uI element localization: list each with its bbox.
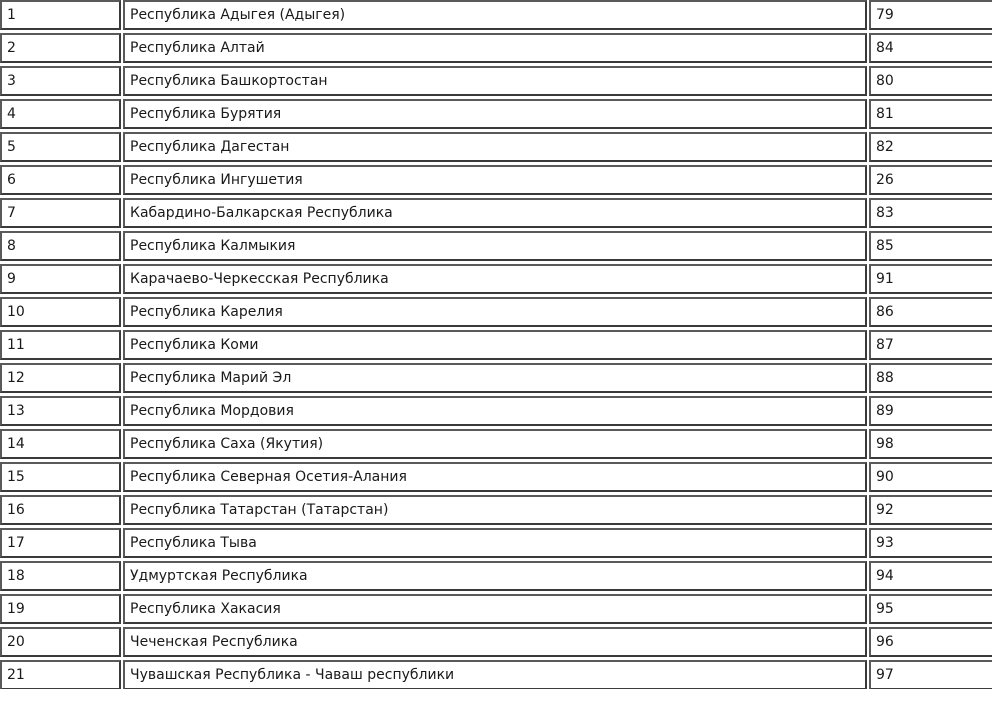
region-name-cell: Республика Адыгея (Адыгея) xyxy=(123,0,867,30)
table-row xyxy=(0,0,992,30)
region-name-cell: Удмуртская Республика xyxy=(123,561,867,591)
table-row xyxy=(0,33,992,63)
table-row xyxy=(0,561,992,591)
row-number-cell: 20 xyxy=(0,627,121,657)
region-code-cell: 92 xyxy=(869,495,992,525)
table-row xyxy=(0,132,992,162)
region-code-cell: 84 xyxy=(869,33,992,63)
region-name-cell: Карачаево-Черкесская Республика xyxy=(123,264,867,294)
region-code-cell: 91 xyxy=(869,264,992,294)
region-code-cell: 86 xyxy=(869,297,992,327)
region-code-cell: 89 xyxy=(869,396,992,426)
region-code-cell: 97 xyxy=(869,660,992,690)
table-row xyxy=(0,396,992,426)
row-number-cell: 2 xyxy=(0,33,121,63)
region-code-cell: 96 xyxy=(869,627,992,657)
table-row xyxy=(0,165,992,195)
region-name-cell: Республика Алтай xyxy=(123,33,867,63)
row-number-cell: 18 xyxy=(0,561,121,591)
region-code-cell: 83 xyxy=(869,198,992,228)
table-row xyxy=(0,627,992,657)
table-row xyxy=(0,660,992,690)
table-row xyxy=(0,528,992,558)
region-code-cell: 81 xyxy=(869,99,992,129)
region-code-cell: 85 xyxy=(869,231,992,261)
region-name-cell: Кабардино-Балкарская Республика xyxy=(123,198,867,228)
region-code-cell: 80 xyxy=(869,66,992,96)
region-name-cell: Республика Саха (Якутия) xyxy=(123,429,867,459)
table-row xyxy=(0,363,992,393)
region-name-cell: Республика Карелия xyxy=(123,297,867,327)
region-name-cell: Республика Дагестан xyxy=(123,132,867,162)
region-code-cell: 87 xyxy=(869,330,992,360)
table-row xyxy=(0,462,992,492)
row-number-cell: 10 xyxy=(0,297,121,327)
region-name-cell: Республика Тыва xyxy=(123,528,867,558)
region-code-cell: 93 xyxy=(869,528,992,558)
region-name-cell: Республика Ингушетия xyxy=(123,165,867,195)
row-number-cell: 17 xyxy=(0,528,121,558)
table-row xyxy=(0,99,992,129)
region-name-cell: Республика Калмыкия xyxy=(123,231,867,261)
region-code-cell: 98 xyxy=(869,429,992,459)
row-number-cell: 1 xyxy=(0,0,121,30)
region-name-cell: Республика Марий Эл xyxy=(123,363,867,393)
table-row xyxy=(0,198,992,228)
region-name-cell: Республика Мордовия xyxy=(123,396,867,426)
region-code-cell: 94 xyxy=(869,561,992,591)
region-code-cell: 82 xyxy=(869,132,992,162)
region-name-cell: Республика Бурятия xyxy=(123,99,867,129)
row-number-cell: 7 xyxy=(0,198,121,228)
row-number-cell: 5 xyxy=(0,132,121,162)
region-code-cell: 88 xyxy=(869,363,992,393)
table-row xyxy=(0,297,992,327)
row-number-cell: 12 xyxy=(0,363,121,393)
row-number-cell: 13 xyxy=(0,396,121,426)
table-row xyxy=(0,429,992,459)
row-number-cell: 11 xyxy=(0,330,121,360)
row-number-cell: 8 xyxy=(0,231,121,261)
region-name-cell: Республика Башкортостан xyxy=(123,66,867,96)
row-number-cell: 6 xyxy=(0,165,121,195)
row-number-cell: 16 xyxy=(0,495,121,525)
row-number-cell: 15 xyxy=(0,462,121,492)
table-row xyxy=(0,330,992,360)
table-row xyxy=(0,495,992,525)
row-number-cell: 14 xyxy=(0,429,121,459)
region-name-cell: Республика Северная Осетия-Алания xyxy=(123,462,867,492)
region-code-cell: 26 xyxy=(869,165,992,195)
region-name-cell: Чувашская Республика - Чаваш республики xyxy=(123,660,867,690)
page-bottom-blank xyxy=(0,689,992,713)
region-name-cell: Республика Татарстан (Татарстан) xyxy=(123,495,867,525)
row-number-cell: 19 xyxy=(0,594,121,624)
table-row xyxy=(0,594,992,624)
table-row xyxy=(0,66,992,96)
region-code-cell: 95 xyxy=(869,594,992,624)
row-number-cell: 21 xyxy=(0,660,121,690)
table-row xyxy=(0,231,992,261)
row-number-cell: 9 xyxy=(0,264,121,294)
region-name-cell: Республика Хакасия xyxy=(123,594,867,624)
region-name-cell: Республика Коми xyxy=(123,330,867,360)
region-code-cell: 90 xyxy=(869,462,992,492)
region-name-cell: Чеченская Республика xyxy=(123,627,867,657)
row-number-cell: 3 xyxy=(0,66,121,96)
row-number-cell: 4 xyxy=(0,99,121,129)
region-code-cell: 79 xyxy=(869,0,992,30)
table-row xyxy=(0,264,992,294)
